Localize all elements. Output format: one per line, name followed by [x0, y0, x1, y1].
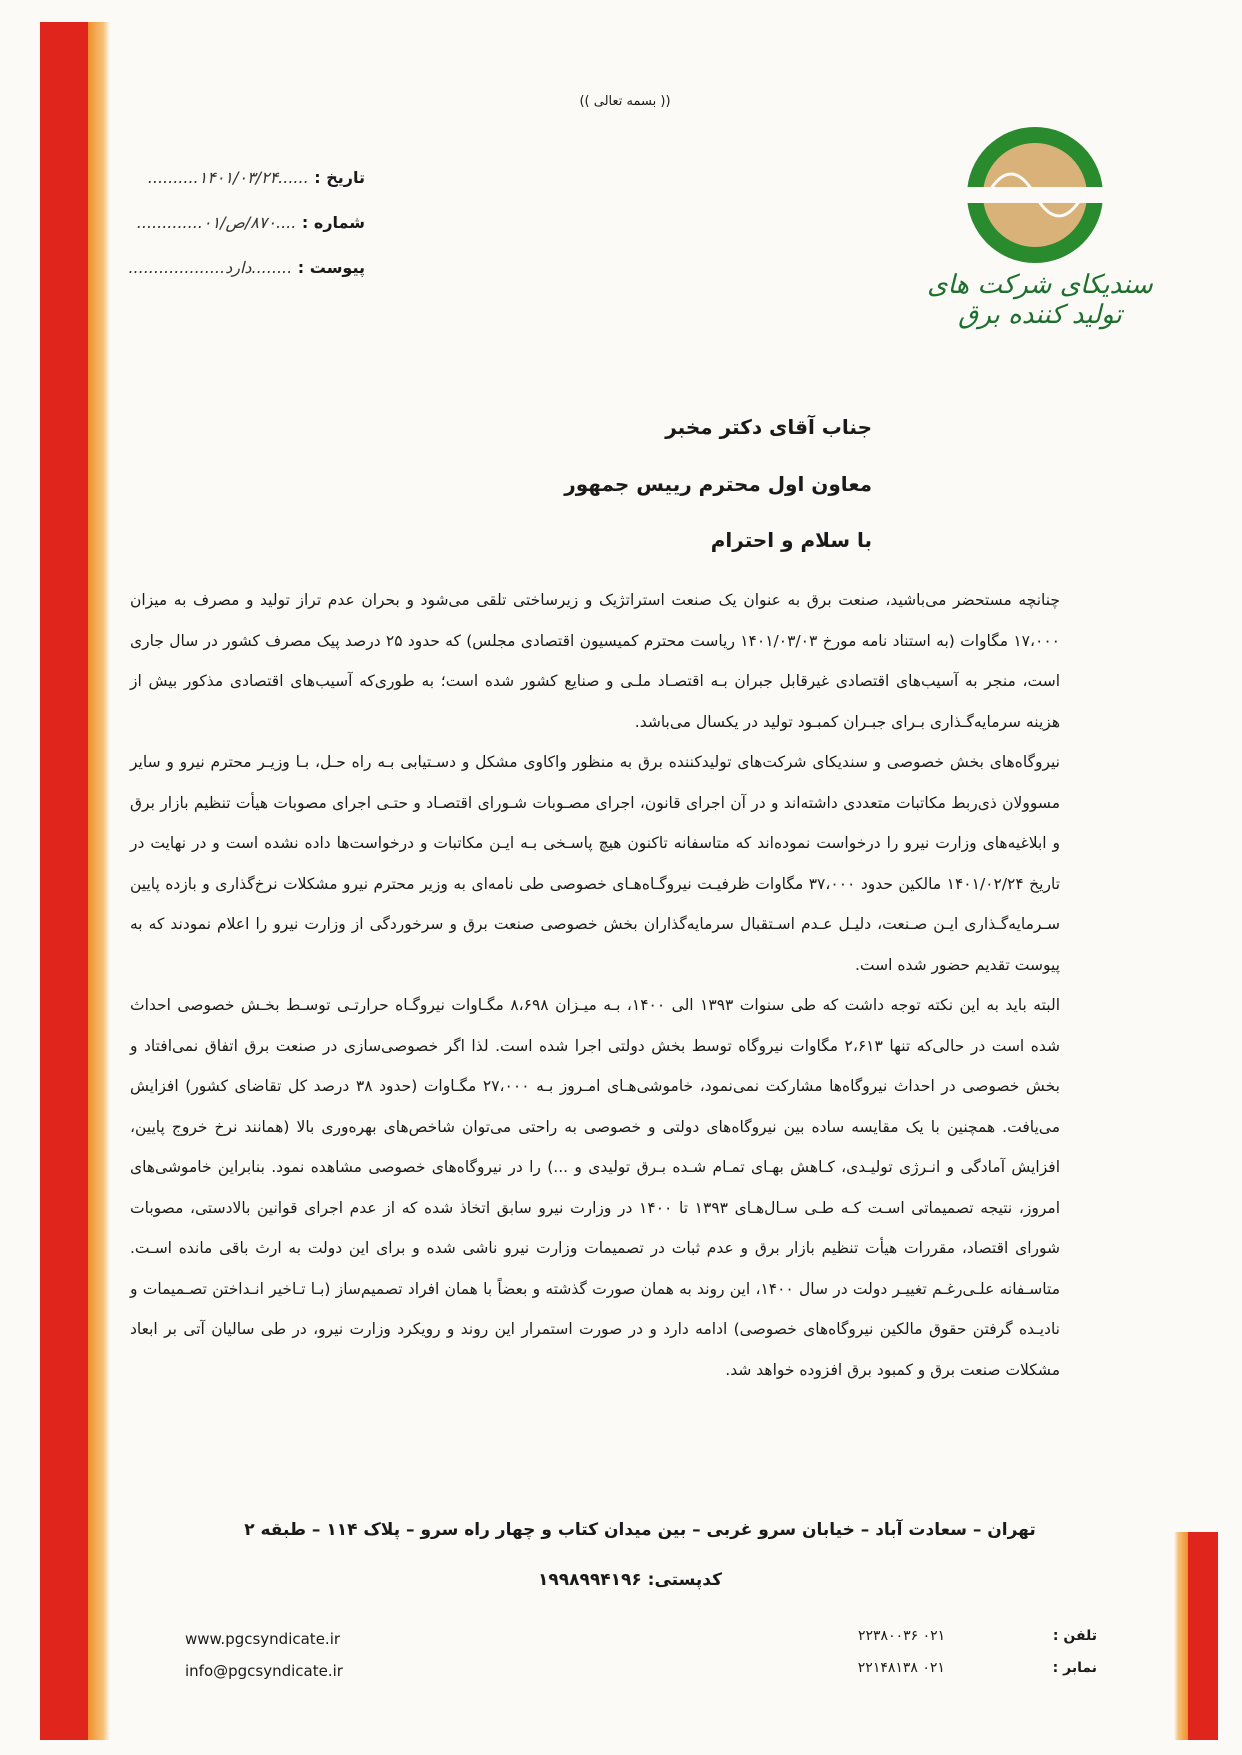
date-label: تاریخ : — [314, 168, 365, 187]
website-link[interactable]: www.pgcsyndicate.ir — [185, 1630, 341, 1648]
right-orange-bar — [1174, 1532, 1188, 1740]
greeting: با سلام و احترام — [710, 528, 872, 552]
left-orange-band — [88, 22, 110, 1740]
footer-address: تهران – سعادت آباد – خیابان سرو غربی – بین میدان کتاب و چهار راه سرو – پلاک ۱۱۴ – طبقه ۲ — [244, 1520, 1036, 1540]
paragraph-3: البته باید به این نکته توجه داشت که طی سنوات ۱۳۹۳ الی ۱۴۰۰، بـه میـزان ۸،۶۹۸ مگـاوات نیروگـاه حرارتـی توسـط بخـش خصوصی احداث شده است در حالی‌که تنها ۲،۶۱۳ مگاوات نیروگاه توسط بخش دولتی اجرا شده است. لذا اگر خصوصی‌سازی در صنعت برق اتفاق نمی‌افتاد و بخش خصوصی در احداث نیروگاه‌ها مشارکت نمی‌نمود، خاموشی‌هـای امـروز بـه ۲۷،۰۰۰ مگـاوات (حدود ۳۸ درصد کل تقاضای کشور) افزایش می‌یافت. همچنین با یک مقایسه ساده بین نیروگاه‌های دولتی و خصوصی به راحتی می‌توان شاخص‌های بهره‌وری بالا (همانند نرخ خروج پایین، افزایش آمادگی و انـرژی تولیـدی، کـاهش بهـای تمـام شـده بـرق تولیدی و ...) را در نیروگاه‌های خصوصی مشاهده نمود. بنابراین خاموشی‌های امروز، نتیجه تصمیماتی اسـت کـه طـی سـال‌هـای ۱۳۹۳ تا ۱۴۰۰ در وزارت نیرو سابق اتخاذ شده که از عدم اجرای قوانین بالادستی، مصوبات شورای اقتصاد، مقررات هیأت تنظیم بازار برق و عدم ثبات در تصمیمات وزارت نیرو ناشی شده و برای این دولت به ارث باقی مانده اسـت. متاسـفانه علـی‌رغـم تغییـر دولت در سال ۱۴۰۰، این روند به همان صورت گذشته و بعضاً با همان افراد تصمیم‌ساز (بـا تـاخیر انـداختن تصـمیمات و نادیـده گرفتن حقوق مالکین نیروگاه‌های خصوصی) ادامه دارد و در صورت استمرار این روند و رویکرد وزارت نیرو، در طی سالیان آتی بر ابعاد مشکلات صنعت برق و کمبود برق افزوده خواهد شد. — [130, 996, 1061, 1379]
phone-value: ۰۲۱ ۲۲۳۸۰۰۳۶ — [858, 1628, 946, 1644]
fax-label: نمابر : — [1052, 1660, 1097, 1676]
phone-line — [858, 1628, 1097, 1644]
syndicate-logo-icon — [965, 125, 1105, 265]
recipient-title: معاون اول محترم رییس جمهور — [564, 472, 872, 496]
phone-label: تلفن : — [1052, 1628, 1097, 1644]
bismillah-heading: (( بسمه تعالی )) — [579, 94, 671, 109]
left-red-band — [40, 22, 88, 1740]
fax-line — [858, 1660, 1097, 1676]
attachment-label: پیوست : — [297, 258, 365, 277]
number-line — [95, 213, 365, 232]
organization-name: سندیکای شرکت های تولید کننده برق — [927, 270, 1153, 330]
attachment-line — [95, 258, 365, 277]
date-value: ......۱۴۰۱/۰۳/۲۴.......... — [147, 168, 309, 187]
letter-body — [130, 580, 1060, 1390]
number-label: شماره : — [301, 213, 365, 232]
fax-value: ۰۲۱ ۲۲۱۴۸۱۳۸ — [857, 1660, 945, 1676]
date-line — [95, 168, 365, 187]
attachment-value: ........دارد................... — [128, 258, 293, 277]
recipient-name: جناب آقای دکتر مخبر — [665, 415, 872, 439]
paragraph-2: نیروگاه‌های بخش خصوصی و سندیکای شرکت‌های تولیدکننده برق به منظور واکاوی مشکل و دسـتیابی بـه راه حـل، بـا وزیـر محترم نیرو و سایر مسوولان ذی‌ربط مکاتبات متعددی داشته‌اند و در آن اجرای قانون، اجرای مصـوبات شـورای اقتصـاد و حتـی اجرای مصوبات هیأت تنظیم بازار برق و ابلاغیه‌های وزارت نیرو را درخواست نموده‌اند که متاسفانه تاکنون هیچ پاسـخی بـه ایـن مکاتبات و درخواست‌ها داده نشده است و در نهایت در تاریخ ۱۴۰۱/۰۲/۲۴ مالکین حدود ۳۷،۰۰۰ مگاوات ظرفیـت نیروگـاه‌هـای خصوصی طی نامه‌ای به وزیر محترم نیرو مشکلات نرخ‌گذاری و بازده پایین سـرمایه‌گـذاری ایـن صـنعت، دلیـل عـدم اسـتقبال سرمایه‌گذاران بخش خصوصی صنعت برق و سرخوردگی از وزارت نیرو را اعلام نمودند که به پیوست تقدیم حضور شده است. — [130, 753, 1061, 974]
email-link[interactable]: info@pgcsyndicate.ir — [185, 1662, 343, 1680]
right-red-bar — [1188, 1532, 1218, 1740]
number-value: ....۸۷۰/ص/۰۱............. — [136, 213, 297, 232]
postal-code: کدپستی: ۱۹۹۸۹۹۴۱۹۶ — [537, 1570, 722, 1590]
paragraph-1: چنانچه مستحضر می‌باشید، صنعت برق به عنوان یک صنعت استراتژیک و زیرساختی تلقی می‌شود و بحران عدم تراز تولید و مصرف به میزان ۱۷،۰۰۰ مگاوات (به استناد نامه مورخ ۱۴۰۱/۰۳/۰۳ ریاست محترم کمیسیون اقتصادی مجلس) که حدود ۲۵ درصد پیک مصرف کشور در سال جاری است، منجر به آسیب‌های اقتصادی غیرقابل جبران بـه اقتصـاد ملـی و صنایع کشور شده است؛ به طوری‌که آسیب‌های اقتصادی مذکور بیش از هزینه سرمایه‌گـذاری بـرای جبـران کمبـود تولید در یکسال می‌باشد. — [130, 591, 1060, 731]
